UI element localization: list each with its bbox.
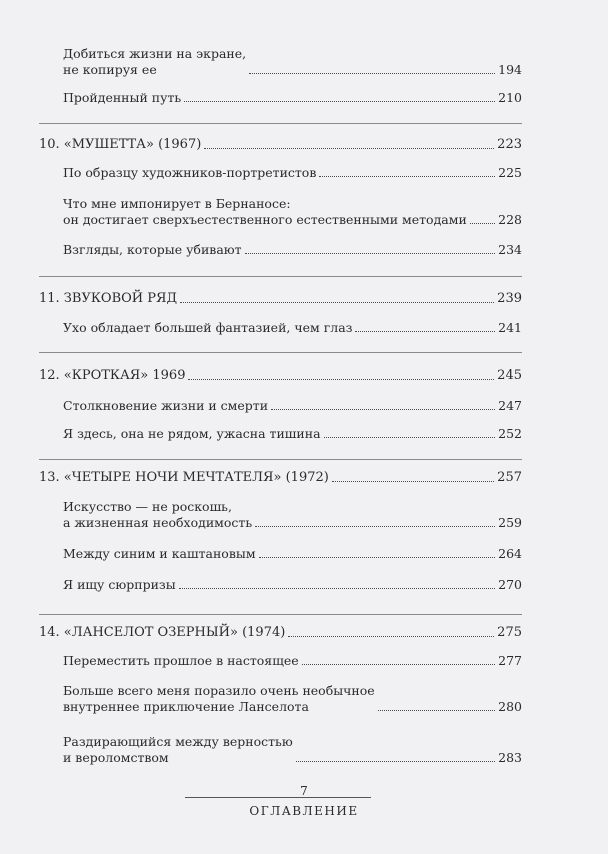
- toc-chapter-title: 12. «КРОТКАЯ» 1969: [39, 368, 186, 383]
- toc-entry: [0, 426, 522, 442]
- toc-chapter: [0, 368, 522, 384]
- toc-chapter-title: 13. «ЧЕТЫРЕ НОЧИ МЕЧТАТЕЛЯ» (1972): [39, 470, 329, 485]
- toc-entry-title: Я ищу сюрпризы: [63, 577, 176, 592]
- toc-chapter-title: 10. «МУШЕТТА» (1967): [39, 137, 202, 152]
- toc-entry: [0, 734, 522, 766]
- toc-entry: [0, 546, 522, 562]
- toc-entry-page: 247: [498, 398, 522, 413]
- dot-leader: [302, 664, 496, 665]
- toc-entry-title: Больше всего меня поразило очень необычное внутреннее приключение Ланселота: [63, 683, 375, 714]
- toc-entry: [0, 46, 522, 78]
- toc-entry-page: 259: [498, 515, 522, 530]
- dot-leader: [184, 101, 495, 102]
- dot-leader: [180, 302, 494, 303]
- dot-leader: [245, 253, 496, 254]
- dot-leader: [249, 73, 495, 74]
- toc-entry-title: Добиться жизни на экране, не копируя ее: [63, 46, 247, 77]
- toc-entry: [0, 499, 522, 531]
- toc-entry-title: Искусство — не роскошь, а жизненная необходимость: [63, 499, 253, 530]
- footer-rule: [185, 797, 371, 798]
- dot-leader: [188, 379, 494, 380]
- toc-entry: [0, 196, 522, 228]
- toc-entry-page: 241: [498, 320, 522, 335]
- toc-entry-title: Пройденный путь: [63, 90, 182, 105]
- dot-leader: [296, 761, 495, 762]
- toc-chapter: [0, 137, 522, 153]
- toc-chapter-page: 275: [497, 625, 522, 640]
- toc-chapter: [0, 291, 522, 307]
- section-divider: [39, 276, 522, 277]
- section-divider: [39, 123, 522, 124]
- toc-entry-page: 270: [498, 577, 522, 592]
- dot-leader: [378, 710, 495, 711]
- page-number: 7: [300, 784, 308, 798]
- toc-entry: [0, 90, 522, 106]
- toc-entry-page: 277: [498, 653, 522, 668]
- toc-entry: [0, 398, 522, 414]
- section-divider: [39, 459, 522, 460]
- toc-chapter-title: 14. «ЛАНСЕЛОТ ОЗЕРНЫЙ» (1974): [39, 625, 286, 640]
- toc-entry: [0, 577, 522, 593]
- toc-entry-title: Взгляды, которые убивают: [63, 242, 242, 257]
- toc-entry-page: 228: [498, 212, 522, 227]
- dot-leader: [355, 331, 495, 332]
- dot-leader: [271, 409, 495, 410]
- toc-entry: [0, 683, 522, 715]
- toc-chapter: [0, 625, 522, 641]
- toc-entry: [0, 165, 522, 181]
- toc-chapter-page: 245: [497, 368, 522, 383]
- toc-entry: [0, 242, 522, 258]
- toc-entry-page: 225: [498, 165, 522, 180]
- toc-entry-page: 280: [498, 699, 522, 714]
- toc-entry-page: 264: [498, 546, 522, 561]
- toc-entry: [0, 653, 522, 669]
- toc-chapter-title: 11. ЗВУКОВОЙ РЯД: [39, 291, 178, 306]
- running-head: ОГЛАВЛЕНИЕ: [249, 804, 359, 818]
- toc-chapter-page: 239: [497, 291, 522, 306]
- toc-entry-page: 234: [498, 242, 522, 257]
- toc-entry-title: Ухо обладает большей фантазией, чем глаз: [63, 320, 353, 335]
- dot-leader: [319, 176, 495, 177]
- toc-entry-title: По образцу художников-портретистов: [63, 165, 317, 180]
- toc-entry-title: Между синим и каштановым: [63, 546, 256, 561]
- dot-leader: [255, 526, 495, 527]
- toc-entry: [0, 320, 522, 336]
- toc-entry-page: 283: [498, 750, 522, 765]
- toc-chapter: [0, 470, 522, 486]
- dot-leader: [470, 223, 495, 224]
- dot-leader: [324, 437, 496, 438]
- toc-entry-title: Раздирающийся между верностью и вероломством: [63, 734, 293, 765]
- dot-leader: [288, 636, 494, 637]
- toc-chapter-page: 257: [497, 470, 522, 485]
- dot-leader: [179, 588, 495, 589]
- dot-leader: [259, 557, 496, 558]
- dot-leader: [332, 481, 494, 482]
- toc-entry-title: Переместить прошлое в настоящее: [63, 653, 299, 668]
- section-divider: [39, 614, 522, 615]
- toc-entry-title: Столкновение жизни и смерти: [63, 398, 269, 413]
- toc-entry-page: 194: [498, 62, 522, 77]
- toc-entry-title: Я здесь, она не рядом, ужасна тишина: [63, 426, 321, 441]
- toc-entry-page: 252: [498, 426, 522, 441]
- toc-entry-title: Что мне импонирует в Бернаносе: он достигает сверхъестественного естественными методами: [63, 196, 467, 227]
- toc-chapter-page: 223: [497, 137, 522, 152]
- toc-entry-page: 210: [498, 90, 522, 105]
- dot-leader: [204, 148, 494, 149]
- section-divider: [39, 352, 522, 353]
